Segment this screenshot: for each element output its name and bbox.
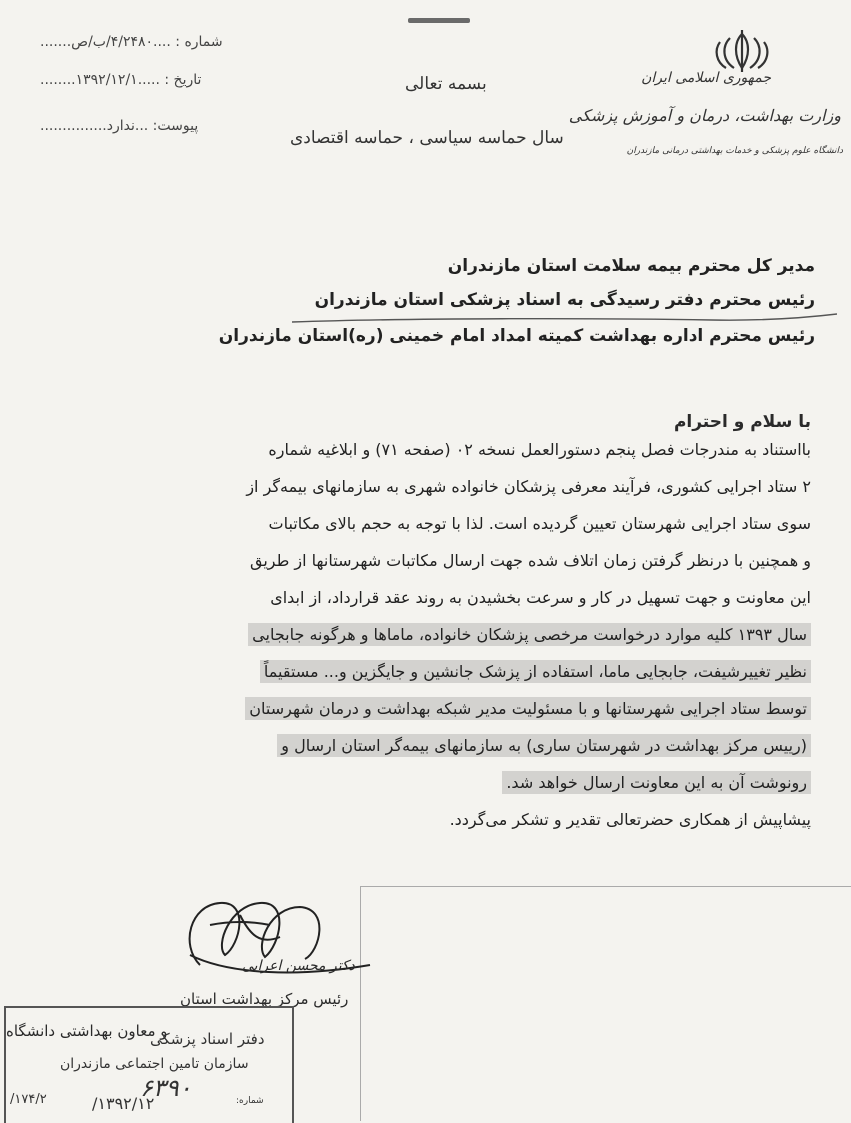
letter-attachment: پیوست: ...ندارد............... [40,118,199,134]
highlight: رونوشت آن به این معاونت ارسال خواهد شد. [502,771,811,794]
addressee-1: مدیر کل محترم بیمه سلامت استان مازندران [447,256,815,276]
letterhead-ministry: وزارت بهداشت، درمان و آموزش پزشکی [568,106,841,125]
greeting: با سلام و احترام [673,412,811,432]
body-line [260,662,811,681]
body-line: سوی ستاد اجرایی شهرستان تعیین گردیده است. لذا با توجه به حجم بالای مکاتبات [268,514,811,533]
body-line [277,736,811,755]
highlight: توسط ستاد اجرایی شهرستانها و با مسئولیت مدیر شبکه بهداشت و درمان شهرستان [245,697,811,720]
pen-underline-mark [292,312,837,326]
letterhead-university: دانشگاه علوم پزشکی و خدمات بهداشتی درمانی مازندران [626,146,843,156]
body-line: ۲ ستاد اجرایی کشوری، فرآیند معرفی پزشکان خانواده شهری به سازمانهای بیمه‌گر از [246,477,811,496]
body-line [245,699,811,718]
frame-line-top [360,886,851,887]
iran-emblem-icon [712,28,772,74]
letter-number: شماره : ....۴/۲۴۸۰/ب/ص....... [40,34,223,50]
addressee-3: رئیس محترم اداره بهداشت کمیته امداد امام خمینی (ره)استان مازندران [218,326,815,346]
stamp-handwritten-number: ۶۳۹۰ [140,1074,192,1102]
handwritten-signature [170,885,380,995]
bismillah: بسمه تعالی [405,74,487,94]
body-line: این معاونت و جهت تسهیل در کار و سرعت بخشیدن به روند عقد قرارداد، از ابدای [270,588,811,607]
signatory-title-1: رئیس مرکز بهداشت استان [180,990,349,1008]
highlight: نظیر تغییرشیفت، جابجایی ماما، استفاده از پزشک جانشین و جایگزین و... مستقیماً [260,660,811,683]
letter-date: تاریخ : .....۱۳۹۲/۱۲/۱........ [40,72,202,88]
body-line [502,773,811,792]
year-slogan: سال حماسه سیاسی ، حماسه اقتصادی [290,128,564,148]
body-line: و همچنین با درنظر گرفتن زمان اتلاف شده جهت ارسال مکاتبات شهرستانها از طریق [249,551,811,570]
top-bar-mark [408,18,470,23]
closing-line: پیشاپیش از همکاری حضرتعالی تقدیر و تشکر می‌گردد. [449,810,811,829]
signatory-name: دکتر محسن اعرابی [242,958,355,974]
highlight: سال ۱۳۹۳ کلیه موارد درخواست مرخصی پزشکان خانواده، ماماها و هرگونه جابجایی [248,623,811,646]
stamp-office: دفتر اسناد پزشکی [150,1030,265,1048]
stamp-reg-number: ۱۷۴/۲/ [10,1092,47,1107]
stamp-number-label: شماره: [236,1096,264,1106]
letterhead-country: جمهوری اسلامی ایران [641,70,771,86]
body-line: بااستناد به مندرجات فصل پنجم دستورالعمل نسخه ۰۲ (صفحه ۷۱) و ابلاغیه شماره [268,440,811,459]
stamp-reg-date: ۱۳۹۲/۱۲/ [92,1094,155,1113]
body-line [248,625,811,644]
signatory-title-2: و معاون بهداشتی دانشگاه [6,1022,168,1040]
addressee-2: رئیس محترم دفتر رسیدگی به اسناد پزشکی استان مازندران [314,290,815,310]
highlight: (رییس مرکز بهداشت در شهرستان ساری) به سازمانهای بیمه‌گر استان ارسال و [277,734,811,757]
stamp-organization: سازمان تامین اجتماعی مازندران [60,1056,249,1072]
